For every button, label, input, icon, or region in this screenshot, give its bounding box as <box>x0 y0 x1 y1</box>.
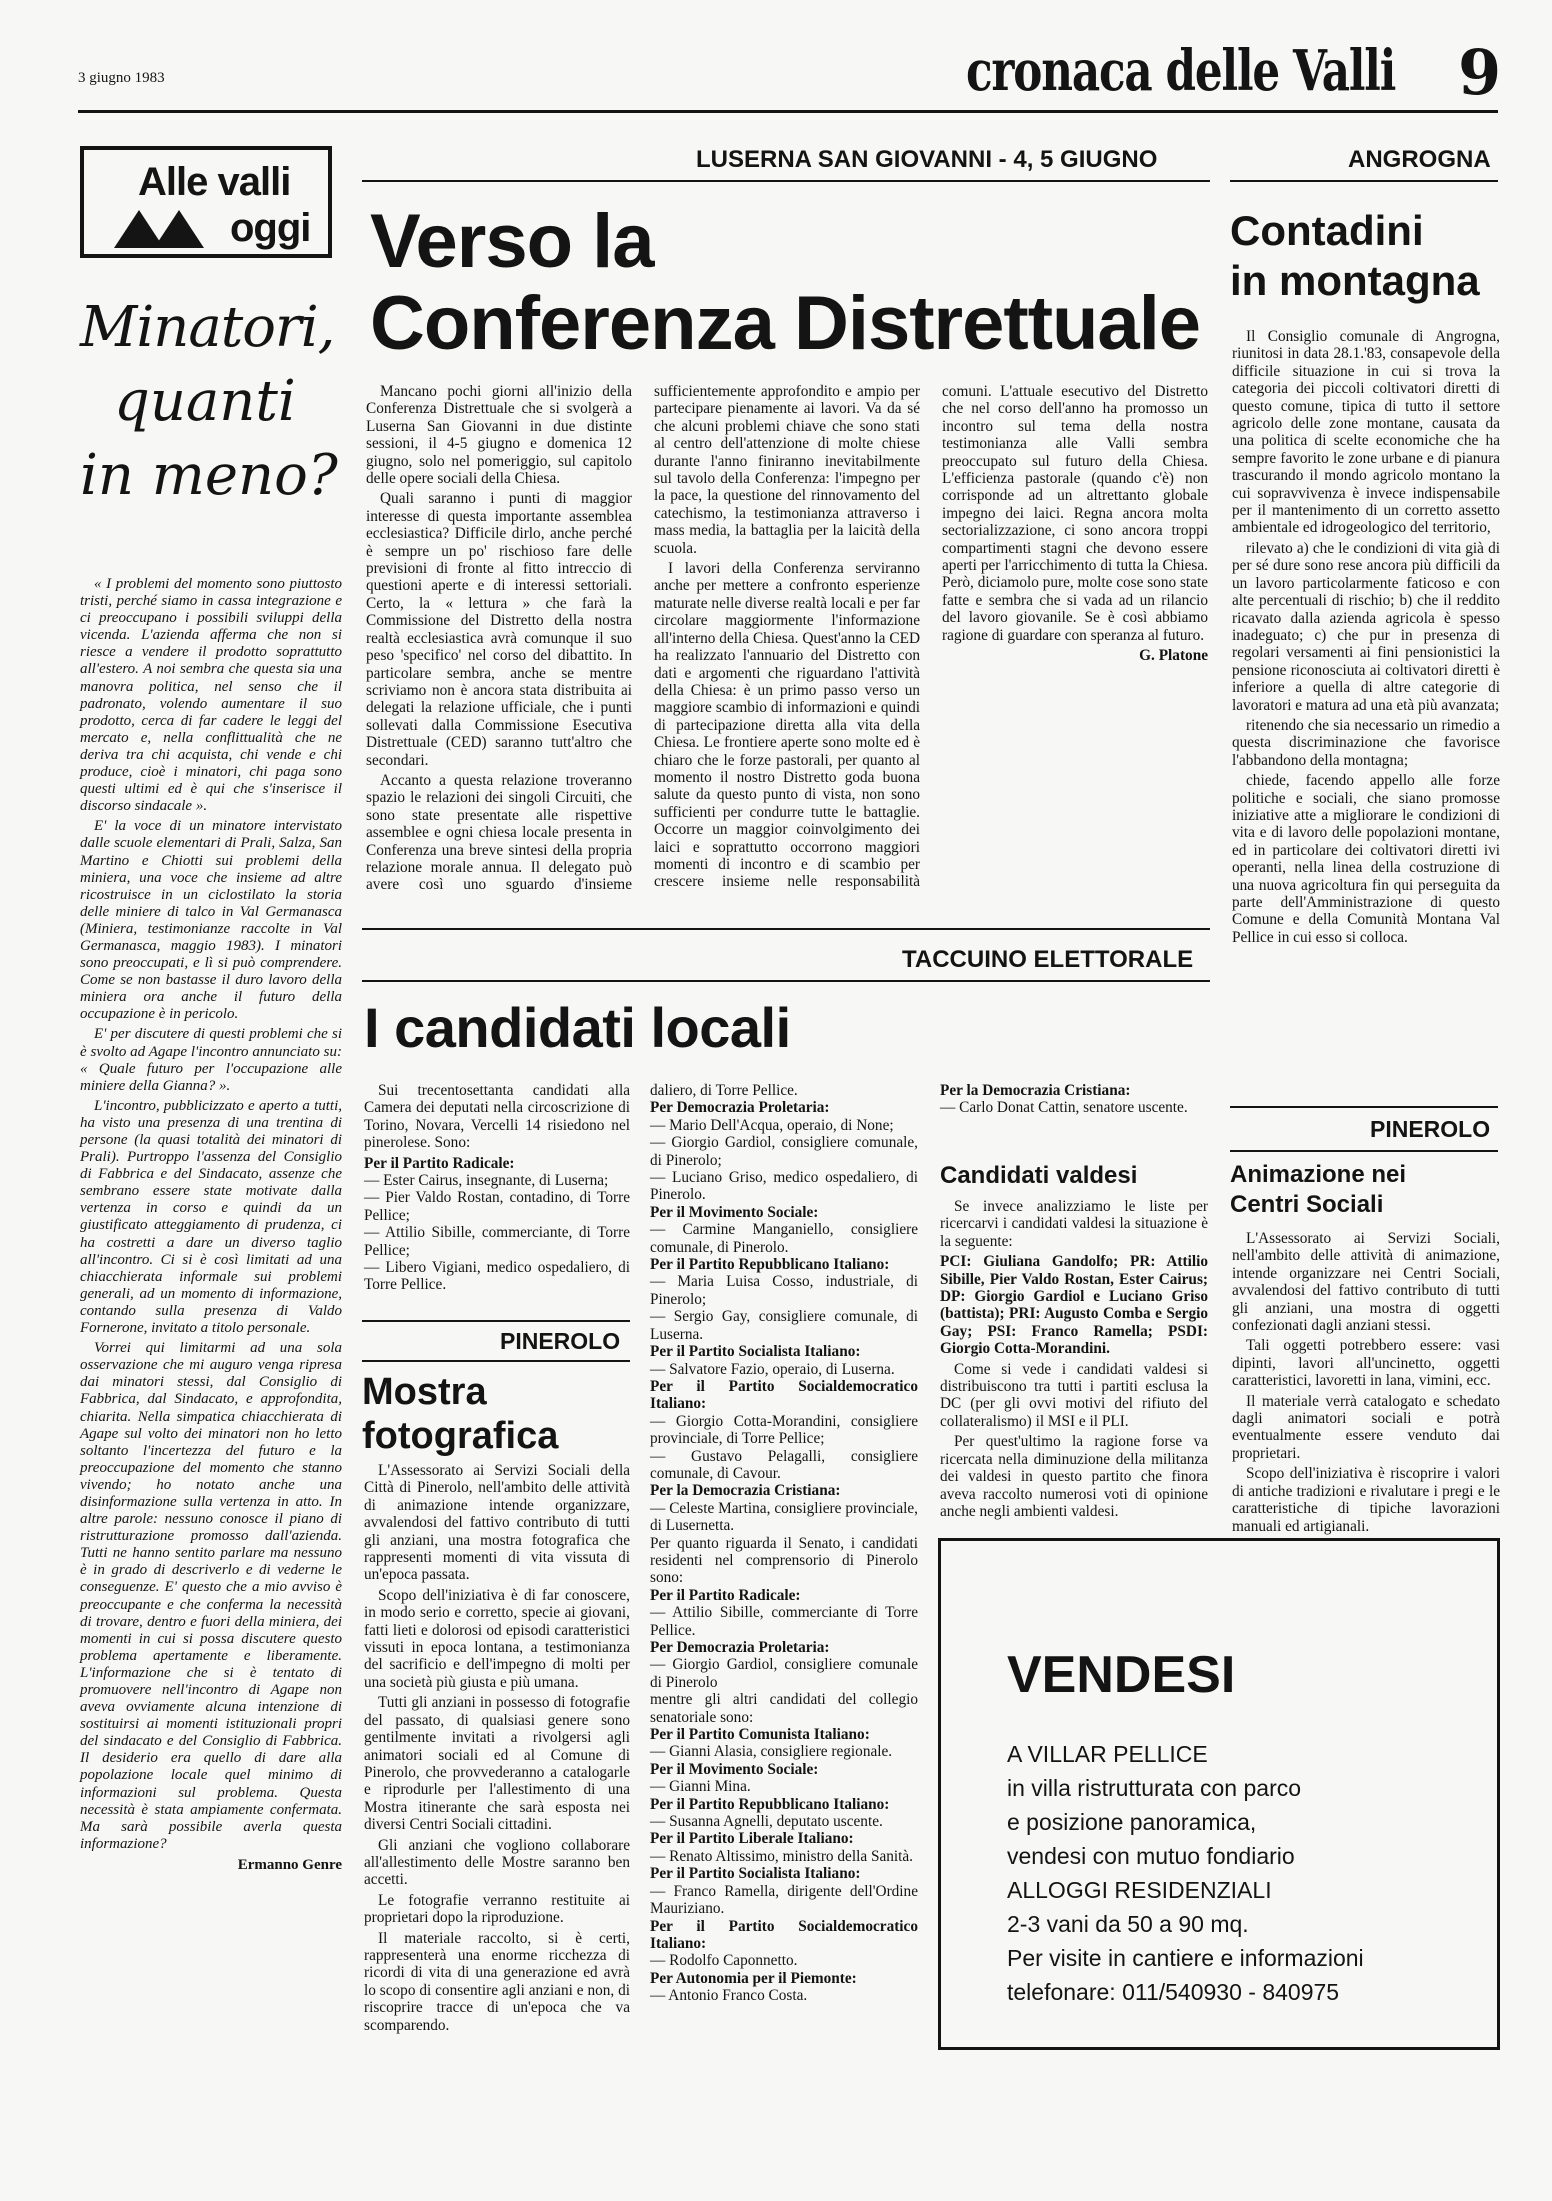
candidati-title: I candidati locali <box>364 996 791 1059</box>
vendesi-lines <box>1007 1737 1364 2009</box>
mostra-paragraph: Le fotografie verranno restituite ai proprietari dopo la riproduzione. <box>364 1891 630 1927</box>
candidati-list-radicale <box>364 1155 630 1294</box>
candidati-intro: Sui trecentosettanta candidati alla Camera dei deputati nella circoscrizione di Torino, Novara, Vercelli 14 risiedono nel pinerolese. Sono: <box>364 1082 630 1152</box>
candidate-entry: — Renato Altissimo, ministro della Sanità. <box>650 1847 914 1865</box>
mostra-top-rule <box>362 1320 630 1322</box>
party-label: Per il Partito Repubblicano Italiano: <box>650 1795 890 1813</box>
minatori-paragraph: E' per discutere di questi problemi che si è svolto ad Agape l'incontro annunciato su: « Quale futuro per l'occupazione alle miniere della Gianna? ». <box>80 1026 342 1094</box>
minatori-title-line-1: Minatori, <box>80 295 335 360</box>
candidate-entry: — Rodolfo Caponnetto. <box>650 1952 798 1970</box>
pinerolo-animazione-title-line-1: Animazione nei <box>1230 1161 1407 1188</box>
taccuino-kicker: TACCUINO ELETTORALE <box>902 946 1194 973</box>
party-label: Per il Partito Socialista Italiano: <box>650 1865 861 1883</box>
minatori-title <box>80 296 350 508</box>
mostra-paragraph: Il materiale raccolto, si è certi, rappresenterà una enorme ricchezza di ricordi di vita di una generazione ed avrà lo scopo di consentire agli anziani e non, di riscoprire tracce di un'epoca che va scomparendo. <box>364 1929 630 2034</box>
party-label: Per il Movimento Sociale: <box>650 1203 819 1221</box>
vendesi-ad <box>938 1538 1500 2050</box>
candidate-entry: Per quanto riguarda il Senato, i candidati residenti nel comprensorio di Pinerolo sono: <box>650 1534 918 1587</box>
party-label: Per il Partito Socialista Italiano: <box>650 1343 861 1361</box>
mostra-title-line-2: fotografica <box>362 1415 559 1457</box>
mostra-paragraph: Tutti gli anziani in possesso di fotografie del passato, di qualsiasi genere sono gentilmente invitati a rivolgersi agli animatori sociali ed al Comune di Pinerolo, che provvederanno a catalogarle e riprodurle per l'allestimento di una Mostra itinerante che sarà esposta nei diversi Centri Sociali cittadini. <box>364 1694 630 1834</box>
logo-line-2: oggi <box>230 206 311 250</box>
pinerolo-animazione-article <box>1232 1230 1500 1538</box>
angrogna-title-line-2: in montagna <box>1230 257 1480 304</box>
section-title: cronaca delle Valli <box>966 38 1396 104</box>
candidate-entry: — Salvatore Fazio, operaio, di Luserna. <box>650 1360 895 1378</box>
minatori-paragraph: L'incontro, pubblicizzato e aperto a tutti, ha visto una presenza di una trentina di persone (la quasi totalità dei minatori di Prali). Purtroppo l'assenza del Consiglio di Fabbrica e del Sindacato, assenze che sembrano essere state motivate dalla vertenza in corso e quindi da un giustificato atteggiamento di prudenza, ci ha costretti a dare un diverso taglio all'incontro. Ci si è così limitati ad una chiacchierata informale sui problemi generali, ad un momento di informazione, contando sulla presenza di Valdo Fornerone, invitato a titolo personale. <box>80 1097 342 1337</box>
candidate-entry: — Gianni Alasia, consigliere regionale. <box>650 1743 893 1761</box>
mostra-paragraph: Scopo dell'iniziativa è di far conoscere, in modo serio e corretto, specie ai giovani, fatti lieti e dolorosi od episodi caratteristici vissuti in epoca lontana, a testimonianza del sacrificio e dell'impegno di molti per una società più giusta e più umana. <box>364 1586 630 1691</box>
candidate-entry: — Libero Vigiani, medico ospedaliero, di Torre Pellice. <box>364 1259 630 1294</box>
candidati-list-dc <box>940 1082 1208 1117</box>
mostra-kicker: PINEROLO <box>500 1328 621 1354</box>
angrogna-title <box>1230 206 1480 306</box>
masthead-rule <box>78 110 1498 113</box>
pinerolo-animazione-title <box>1230 1160 1406 1220</box>
candidate-entry: — Pier Valdo Rostan, contadino, di Torre Pellice; <box>364 1189 630 1224</box>
pinerolo-animazione-paragraph: Tali oggetti potrebbero essere: vasi dipinti, lavori all'uncinetto, oggetti caratteristici, lavoretti in lana, vimini, ecc. <box>1232 1337 1500 1390</box>
candidate-entry: — Carlo Donat Cattin, senatore uscente. <box>940 1099 1188 1117</box>
candidate-entry: — Giorgio Cotta-Morandini, consigliere provinciale, di Torre Pellice; <box>650 1412 918 1448</box>
candidate-entry: — Franco Ramella, dirigente dell'Ordine Mauriziano. <box>650 1882 918 1918</box>
mostra-article <box>364 1462 630 2037</box>
party-label: Per il Partito Socialdemocratico Italiano: <box>650 1917 918 1952</box>
minatori-title-line-3: in meno? <box>80 443 338 508</box>
candidate-entry: — Antonio Franco Costa. <box>650 1987 808 2005</box>
angrogna-paragraph: rilevato a) che le condizioni di vita già di per sé dure sono rese ancora più difficili da un lavoro particolarmente faticoso e con alte percentuali di rischio; b) che il reddito ricavato dalla azienda agricola è spesso inadeguato; c) che pur in presenza di regolari versamenti ai fini pensionistici la pensione riconosciuta ai coltivatori diretti è inferiore a quella di altre categorie di lavoratori e matura ad una età più avanzata; <box>1232 539 1500 714</box>
pinerolo-animazione-kicker: PINEROLO <box>1370 1116 1491 1142</box>
luserna-article <box>366 383 1208 905</box>
minatori-article <box>80 576 342 1874</box>
party-label: Per la Democrazia Cristiana: <box>940 1082 1131 1099</box>
luserna-kicker: LUSERNA SAN GIOVANNI - 4, 5 GIUGNO <box>696 146 1158 173</box>
angrogna-kicker: ANGROGNA <box>1348 146 1491 173</box>
party-label: Per il Partito Comunista Italiano: <box>650 1726 870 1744</box>
mostra-title-line-1: Mostra <box>362 1371 487 1413</box>
party-label: Per il Partito Socialdemocratico Italiano: <box>650 1377 918 1413</box>
candidate-entry: — Celeste Martina, consigliere provinciale, di Lusernetta. <box>650 1499 918 1535</box>
pinerolo-animazione-paragraph: Scopo dell'iniziativa è riscoprire i valori di antiche tradizioni e rivalutare i pregi e le caratteristiche di tipiche lavorazioni manuali ed artigianali. <box>1232 1465 1500 1535</box>
candidate-entry: — Mario Dell'Acqua, operaio, di None; <box>650 1116 894 1134</box>
alle-valli-logo <box>80 146 332 258</box>
luserna-paragraph: Mancano pochi giorni all'inizio della Conferenza Distrettuale che si svolgerà a Luserna San Giovanni in due distinte sessioni, il 4-5 giugno e domenica 12 giugno, solo nel pomeriggio, sul capitolo delle opere sociali della Chiesa. <box>366 383 632 488</box>
candidate-entry: — Attilio Sibille, commerciante, di Torre Pellice; <box>364 1224 630 1259</box>
party-label: Per il Partito Radicale: <box>650 1586 801 1604</box>
luserna-kicker-rule <box>362 180 1210 182</box>
vendesi-title: VENDESI <box>1007 1646 1236 1704</box>
mostra-kicker-rule <box>362 1360 630 1362</box>
minatori-paragraph: « I problemi del momento sono piuttosto tristi, perché siamo in cassa integrazione e ci preoccupano i possibili sviluppi della vicenda. L'azienda afferma che non si riesce a vendere il prodotto soprattutto all'estero. A noi sembra che questa sia una manovra politica, nel senso che il padronato, volendo aumentare il suo prodotto, cerca di far cadere le leggi del mercato e, nella conflittualità che ne deriva tra chi acquista, chi vende e chi produce, cioè i minatori, chi paga sono questi ultimi ed è qui che s'inserisce il discorso sindacale ». <box>80 576 342 815</box>
luserna-paragraph: Quali saranno i punti di maggior interesse di questa importante assemblea ecclesiastica? Difficile dirlo, anche perché è sempre un po' rischioso fare delle previsioni di fronte al fitto intreccio di questioni aperte e di interessi settoriali. Certo, la « lettura » che farà la Commissione del Distretto della nostra realtà ecclesiastica avrà comunque il suo peso 'specifico' nel corso del dibattito. In particolare sembra, anche se mentre scriviamo non è ancora stata distribuita ai delegati la relazione ufficiale, che i punti sollevati dalla Commissione Esecutiva Distrettuale (CED) saranno tutt'altro che secondari. <box>366 490 632 769</box>
minatori-title-line-2: quanti <box>114 369 296 434</box>
party-label: Per Democrazia Proletaria: <box>650 1639 830 1656</box>
valdesi-paragraph: Se invece analizziamo le liste per ricercarvi i candidati valdesi la situazione è la seguente: <box>940 1198 1208 1250</box>
candidate-entry: — Gianni Mina. <box>650 1778 751 1796</box>
masthead <box>0 0 1552 140</box>
candidate-entry: — Giorgio Gardiol, consigliere comunale di Pinerolo <box>650 1656 918 1691</box>
pinerolo-animazione-title-line-2: Centri Sociali <box>1230 1191 1384 1218</box>
mostra-title <box>362 1370 558 1458</box>
pinerolo-animazione-kicker-rule <box>1230 1150 1498 1152</box>
candidate-entry: — Ester Cairus, insegnante, di Luserna; <box>364 1172 609 1190</box>
angrogna-paragraph: Il Consiglio comunale di Angrogna, riunitosi in data 28.1.'83, consapevole della difficile situazione in cui si trova la categoria dei piccoli coltivatori diretti di questo comune, tipica di tutto il settore agricolo delle zone montane, causata da una politica di scelte economiche che ha sempre favorito le zone urbane e di pianura trascurando il mondo agricolo montano la cui sopravvivenza è invece indispensabile per il mantenimento di un corretto assetto ambientale ed idrogeologico del territorio, <box>1232 328 1500 537</box>
vendesi-line: ALLOGGI RESIDENZIALI <box>1007 1877 1272 1903</box>
vendesi-line: Per visite in cantiere e informazioni <box>1007 1945 1364 1971</box>
logo-line-1: Alle valli <box>138 160 291 204</box>
candidate-entry: — Carmine Manganiello, consigliere comunale, di Pinerolo. <box>650 1221 918 1256</box>
candidate-entry: — Sergio Gay, consigliere comunale, di Luserna. <box>650 1308 918 1343</box>
valdesi-paragraph: Come si vede i candidati valdesi si distribuiscono tra tutti i partiti esclusa la DC (per gli ovvi motivi del rifiuto del collateralismo) il MSI e il PLI. <box>940 1360 1208 1430</box>
minatori-author: Ermanno Genre <box>237 1856 342 1873</box>
party-label: Per il Movimento Sociale: <box>650 1760 819 1778</box>
luserna-title-line-2: Conferenza Distrettuale <box>370 281 1201 366</box>
vendesi-line: 2-3 vani da 50 a 90 mq. <box>1007 1911 1249 1937</box>
luserna-bottom-rule <box>362 928 1210 930</box>
pinerolo-animazione-top-rule <box>1230 1106 1498 1108</box>
candidati-cont-fragment: dalierо, di Torre Pellice. <box>650 1082 798 1099</box>
mostra-paragraph: Gli anziani che vogliono collaborare all'allestimento delle Mostre saranno ben accetti. <box>364 1836 630 1889</box>
candidate-entry: — Maria Luisa Cosso, industriale, di Pinerolo; <box>650 1273 918 1308</box>
party-label: Per Autonomia per il Piemonte: <box>650 1969 857 1987</box>
luserna-paragraph: I lavori della Conferenza serviranno anche per mettere a confronto esperienze maturate nelle diverse realtà locali e per far circolare maggiormente l'informazione all'interno della Chiesa. Quest'anno la CED ha realizzato l'annuario del Distretto con dati e argomenti che riguardano l'attività della Chiesa: è un primo passo verso un maggiore scambio di informazioni e quindi di partecipazione diretta alla vita della Chiesa. Le frontiere aperte sono molte ed è chiaro che le forze pastorali, per quanto al momento il nostro Distretto goda buona salute da questo punto di vista, non sono sufficienti per condurre tutte le battaglie. Occorre un maggior coinvolgimento dei laici e soprattutto occorrono maggiori momenti di incontro e di scambio per crescere insieme nelle responsabilità comuni. L'attuale esecutivo del Distretto che nel corso dell'anno ha promosso un incontro sul tema della nostra testimonianza alle Valli sembra preoccupato sul futuro della Chiesa. L'efficienza pastorale (quando c'è) non corrisponde ad un altrettanto globale impegno dei laici. Regna ancora molta sectorializzazione, ci sono ancora troppi compartimenti stagni che devono essere aperti per l'arricchimento di tutta la Chiesa. Però, diciamolo pure, molte cose sono state fatte e sembra che si vada ad un rilancio del lavoro giovanile. Se è così abbiamo ragione di guardare con speranza al futuro. <box>654 383 1208 891</box>
candidati-list-column <box>650 1082 918 2005</box>
minatori-paragraph: Vorrei qui limitarmi ad una sola osservazione che mi auguro venga ripresa dai minatori stessi, dal Consiglio di Fabbrica, dal Sindacato, e approfondita, chiarita. Nella simpatica chiacchierata di Agape sul volto dei minatori non ho letto soltanto l'incertezza del futuro e la preoccupazione del momento che stanno vivendo; ho notato anche una disinformazione sulla vertenza in atto. In altre parole: nessuno conosce il piano di ristrutturazione promosso dall'azienda. Tutti ne hanno sentito parlare ma nessuno è in grado di descriverlo e di vederne le conseguenze. E' questo che a mio avviso è preoccupante e che conferma la necessità di trovare, dentro e fuori della miniera, dei momenti in cui si possa discutere questo problema apertamente e liberamente. L'informazione che si è tentato di promuovere nell'incontro di Agape non aveva ovviamente alcuna intenzione di sostituirsi ai momenti istituzionali propri del sindacato e del Consiglio di Fabbrica. Il desiderio era quello di dare alla popolazione locale quel minimo di informazioni sul problema. Questa necessità è stata ampiamente confermata. Ma sarà possibile averla questa informazione? <box>80 1340 342 1852</box>
vendesi-line: vendesi con mutuo fondiario <box>1007 1843 1295 1869</box>
candidate-entry: — Giorgio Gardiol, consigliere comunale, di Pinerolo; <box>650 1134 918 1169</box>
candidati-dc-column <box>940 1082 1208 1117</box>
candidate-entry: — Susanna Agnelli, deputato uscente. <box>650 1813 883 1831</box>
luserna-paragraph: Accanto a questa relazione troveranno spazio le relazioni dei singoli Circuiti, che sono state presentate alle rispettive assemblee e ogni chiesa locale presenta in Conferenza una breve sintesi della propria relazione morale annua. Il delegato può avere così uno sguardo d'insieme sufficientemente approfondito e ampio per partecipare pienamente ai lavori. Va da sé che alcuni problemi chiave che sono stati al centro dell'attenzione di molte chiese durante l'anno finiranno inevitabilmente sul tavolo della Conferenza: l'impegno per la pace, la questione del rinnovamento del catechismo, la testimonianza attraverso i mass media, la battaglia per la laicità della scuola. <box>366 383 920 894</box>
angrogna-title-line-1: Contadini <box>1230 207 1424 254</box>
vendesi-line: telefonare: 011/540930 - 840975 <box>1007 1979 1340 2005</box>
party-label: Per Democrazia Proletaria: <box>650 1099 830 1117</box>
angrogna-paragraph: ritenendo che sia necessario un rimedio a questa discriminazione che favorisce l'abbandono della montagna; <box>1232 716 1500 769</box>
candidate-entry: mentre gli altri candidati del collegio senatoriale sono: <box>650 1691 918 1726</box>
pinerolo-animazione-paragraph: Il materiale verrà catalogato e schedato dagli animatori sociali e potrà eventualmente essere venduto dai proprietari. <box>1232 1392 1500 1462</box>
mountains-icon <box>114 208 224 248</box>
valdesi-paragraph: Per quest'ultimo la ragione forse va ricercata nella diminuzione della militanza dei valdesi in questo partito che finora aveva raccolto numerosi voti di opinione anche negli ambienti valdesi. <box>940 1433 1208 1520</box>
vendesi-line: in villa ristrutturata con parco <box>1007 1775 1302 1801</box>
vendesi-line: A VILLAR PELLICE <box>1007 1741 1208 1767</box>
party-label: Per il Partito Repubblicano Italiano: <box>650 1256 890 1274</box>
minatori-paragraph: E' la voce di un minatore intervistato dalle scuole elementari di Prali, Salza, San Martino e Chiotti sui problemi della miniera, una voce che insieme ad altre ricostruisce in un ciclostilato la storia delle miniere di talco in Val Germanasca (Miniera, testimonianze raccolte in Val Germanasca, maggio 1983). I minatori sono preoccupati, e lì si può comprendere. Come se non bastasse il duro lavoro della miniera ora anche il futuro della occupazione è in pericolo. <box>80 818 342 1023</box>
luserna-title-line-1: Verso la <box>370 199 654 284</box>
angrogna-kicker-rule <box>1230 180 1498 182</box>
party-label: Per la Democrazia Cristiana: <box>650 1482 841 1500</box>
candidate-entry: — Luciano Griso, medico ospedaliero, di Pinerolo. <box>650 1169 918 1204</box>
valdesi-list: PCI: Giuliana Gandolfo; PR: Attilio Sibille, Pier Valdo Rostan, Ester Cairus; DP: Giorgio Gardiol e Luciano Griso (battista); PRI: Augusto Comba e Sergio Gay; PSI: Franco Ramella; PSDI: Giorgio Cotta-Morandini. <box>940 1253 1208 1358</box>
angrogna-article <box>1232 328 1500 949</box>
issue-date: 3 giugno 1983 <box>78 70 165 86</box>
taccuino-kicker-rule <box>362 980 1210 982</box>
candidate-entry: — Attilio Sibille, commerciante di Torre Pellice. <box>650 1604 918 1639</box>
candidate-entry: — Gustavo Pelagalli, consigliere comunale, di Cavour. <box>650 1447 918 1482</box>
party-label: Per il Partito Radicale: <box>364 1154 515 1172</box>
mostra-paragraph: L'Assessorato ai Servizi Sociali della Città di Pinerolo, nell'ambito delle attività di animazione intende organizzare, avvalendosi del fattivo contributo di tutti gli anziani, una mostra fotografica che rappresenti momenti di vita vissuta di un'epoca passata. <box>364 1462 630 1584</box>
vendesi-line: e posizione panoramica, <box>1007 1809 1257 1835</box>
luserna-author: G. Platone <box>1139 647 1208 665</box>
page-number: 9 <box>1458 36 1502 109</box>
candidati-intro-column <box>364 1082 630 1294</box>
valdesi-title: Candidati valdesi <box>940 1162 1138 1189</box>
angrogna-paragraph: chiede, facendo appello alle forze politiche e sociali, che siano promosse iniziative atte a migliorare le condizioni di vita e di lavoro delle popolazioni montane, ed in particolare dei coltivatori diretti ivi operanti, nella linea della costruzione di una nuova agricoltura fin qui perseguita da parte dell'Amministrazione di questo Comune e della Comunità Montana Val Pellice in cui esso si colloca. <box>1232 772 1500 946</box>
valdesi-article <box>940 1198 1208 1523</box>
party-label: Per il Partito Liberale Italiano: <box>650 1830 854 1848</box>
pinerolo-animazione-paragraph: L'Assessorato ai Servizi Sociali, nell'ambito delle attività di animazione, intende organizzare nei Centri Sociali, avvalendosi del fattivo contributo di tutti gli anziani, una mostra di oggetti confezionati dagli anziani stessi. <box>1232 1230 1500 1335</box>
candidati-list-parties <box>650 1099 918 2004</box>
